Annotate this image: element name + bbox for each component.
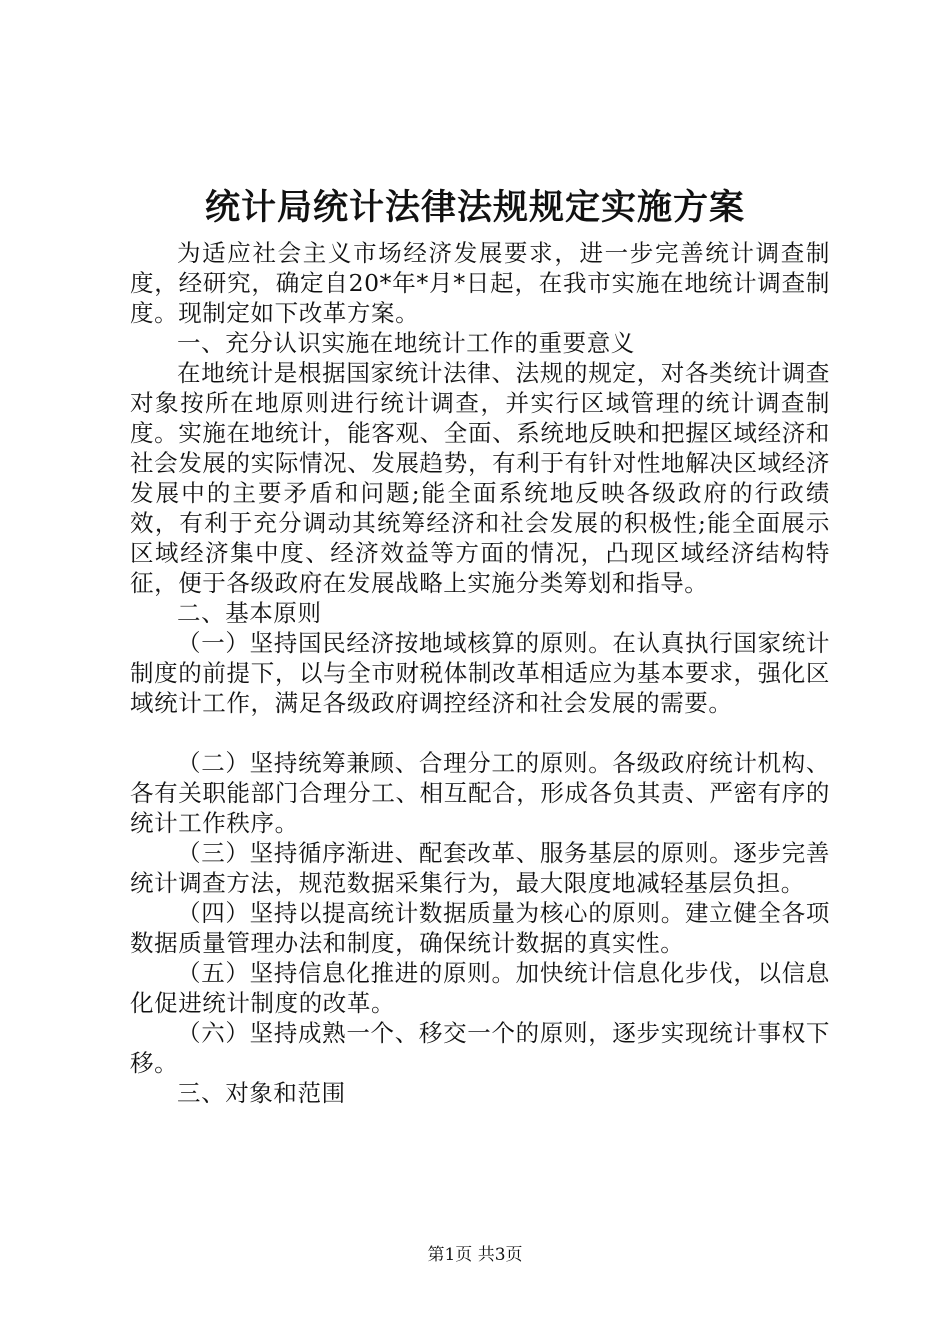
- principle-2: （二）坚持统筹兼顾、合理分工的原则。各级政府统计机构、各有关职能部门合理分工、相互配合，形成各负其责、严密有序的统计工作秩序。: [130, 749, 830, 837]
- paragraph-intro: 为适应社会主义市场经济发展要求，进一步完善统计调查制度，经研究，确定自20*年*月*日起，在我市实施在地统计调查制度。现制定如下改革方案。: [130, 239, 830, 327]
- section-heading-1: 一、充分认识实施在地统计工作的重要意义: [177, 329, 635, 357]
- principle-1: （一）坚持国民经济按地域核算的原则。在认真执行国家统计制度的前提下，以与全市财税体制改革相适应为基本要求，强化区域统计工作，满足各级政府调控经济和社会发展的需要。: [130, 629, 830, 717]
- section-heading-2: 二、基本原则: [177, 599, 322, 627]
- principle-3: （三）坚持循序渐进、配套改革、服务基层的原则。逐步完善统计调查方法，规范数据采集行为，最大限度地减轻基层负担。: [130, 839, 830, 897]
- document-title: 统计局统计法律法规规定实施方案: [204, 188, 745, 228]
- section-heading-3: 三、对象和范围: [177, 1079, 346, 1107]
- document-body: [130, 238, 830, 1108]
- page-footer: 第1页 共3页: [427, 1245, 523, 1265]
- principle-5: （五）坚持信息化推进的原则。加快统计信息化步伐，以信息化促进统计制度的改革。: [130, 959, 830, 1017]
- principle-4: （四）坚持以提高统计数据质量为核心的原则。建立健全各项数据质量管理办法和制度，确保统计数据的真实性。: [130, 899, 830, 957]
- principle-6: （六）坚持成熟一个、移交一个的原则，逐步实现统计事权下移。: [130, 1019, 830, 1077]
- paragraph-significance: 在地统计是根据国家统计法律、法规的规定，对各类统计调查对象按所在地原则进行统计调查，并实行区域管理的统计调查制度。实施在地统计，能客观、全面、系统地反映和把握区域经济和社会发展的实际情况、发展趋势，有利于有针对性地解决区域经济发展中的主要矛盾和问题;能全面系统地反映各级政府的行政绩效，有利于充分调动其统筹经济和社会发展的积极性;能全面展示区域经济集中度、经济效益等方面的情况，凸现区域经济结构特征，便于各级政府在发展战略上实施分类筹划和指导。: [130, 359, 830, 597]
